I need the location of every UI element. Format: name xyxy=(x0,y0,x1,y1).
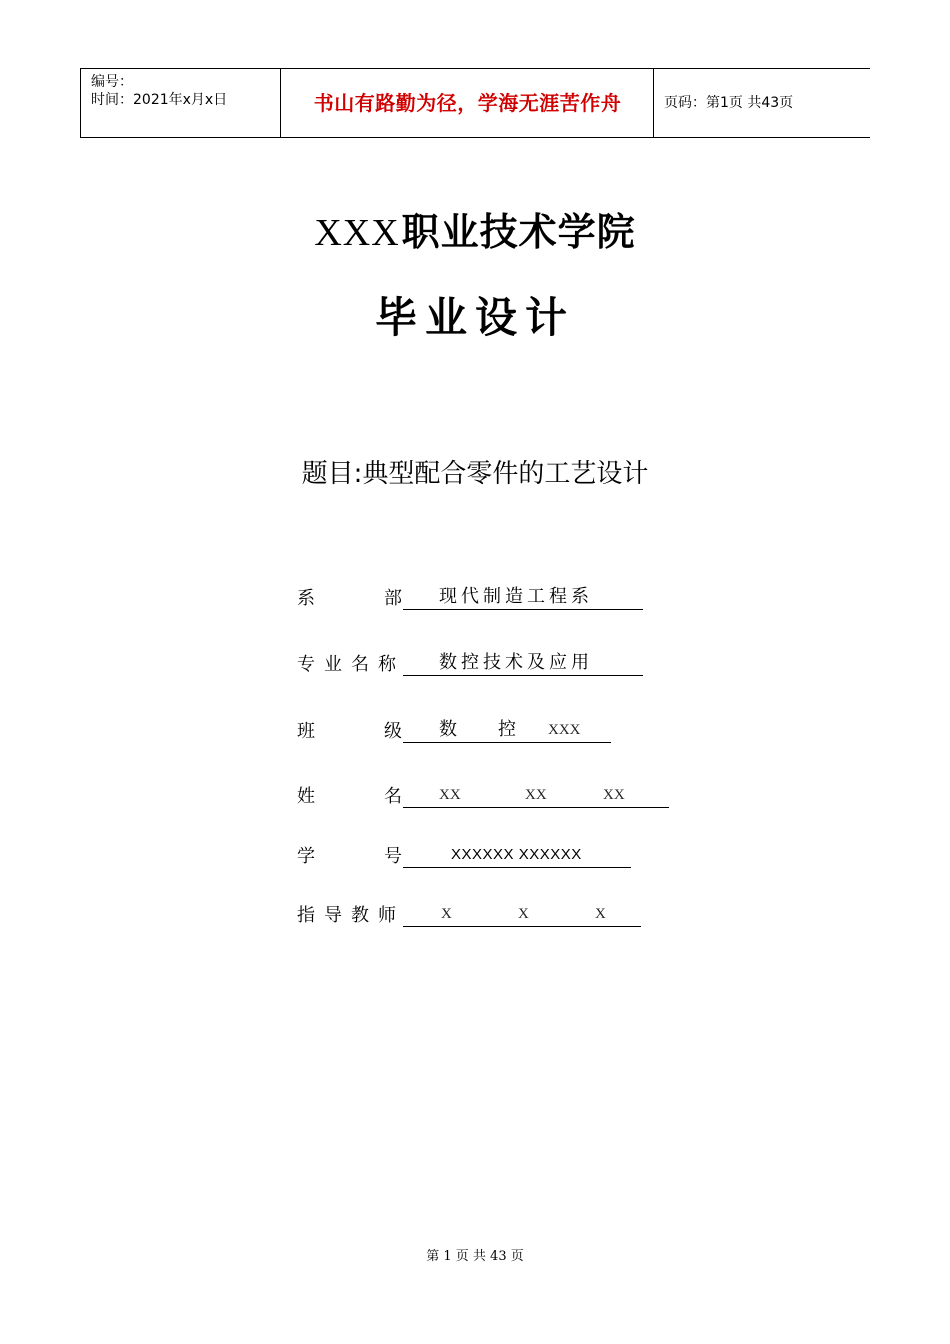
field-student-id-value-text: XXXXXX XXXXXX xyxy=(451,846,582,863)
document-time-label: 时间：2021年x月x日 xyxy=(91,92,228,108)
field-name-value-part-3: XX xyxy=(603,787,625,803)
header-meta-cell xyxy=(80,69,281,137)
field-advisor-value-part-3: X xyxy=(595,906,606,922)
document-number-label: 编号： xyxy=(91,74,133,90)
field-student-id-value xyxy=(403,843,631,868)
field-student-id-label-char-1: 学 xyxy=(297,846,315,867)
field-name-value-part-2: XX xyxy=(525,787,547,803)
field-advisor-value xyxy=(403,902,641,927)
field-name-value-part-1: XX xyxy=(439,787,461,803)
field-name-label-char-2: 名 xyxy=(384,786,402,807)
field-student-id-label xyxy=(297,843,402,871)
document-type-title: 毕业设计 xyxy=(374,293,575,342)
field-department-value-text: 现代制造工程系 xyxy=(439,586,593,607)
field-advisor-value-part-1: X xyxy=(441,906,452,922)
school-prefix: XXX xyxy=(314,212,400,254)
field-department-label xyxy=(297,585,402,613)
field-department-label-char-2: 部 xyxy=(384,588,402,609)
field-department-label-char-1: 系 xyxy=(297,588,315,609)
field-class-label-char-1: 班 xyxy=(297,721,315,742)
field-major-value xyxy=(403,651,643,676)
field-class-value-char-1: 数 xyxy=(439,719,461,740)
field-class-label-char-2: 级 xyxy=(384,721,402,742)
field-name-value xyxy=(403,783,669,808)
school-name: 职业技术学院 xyxy=(401,210,636,254)
field-class-value-char-2: 控 xyxy=(498,719,520,740)
header-motto-cell xyxy=(280,69,654,137)
field-name-label xyxy=(297,783,402,811)
field-name-label-char-1: 姓 xyxy=(297,786,315,807)
field-advisor-value-part-2: X xyxy=(518,906,529,922)
field-advisor-label: 指导教师 xyxy=(297,905,405,926)
field-department-value xyxy=(403,585,643,610)
page-footer: 第 1 页 共 43 页 xyxy=(426,1249,524,1264)
field-student-id-label-char-2: 号 xyxy=(384,846,402,867)
header-page-cell xyxy=(653,69,871,137)
header-motto: 书山有路勤为径，学海无涯苦作舟 xyxy=(313,91,622,115)
field-class-value-code: XXX xyxy=(548,722,581,738)
page-header xyxy=(80,68,870,138)
field-major-label: 专业名称 xyxy=(297,654,405,675)
header-page-info: 页码：第1页 共43页 xyxy=(664,95,794,111)
field-major-value-text: 数控技术及应用 xyxy=(439,652,593,673)
field-class-label xyxy=(297,718,402,746)
thesis-topic: 题目:典型配合零件的工艺设计 xyxy=(301,459,649,489)
field-class-value xyxy=(403,718,611,743)
school-title xyxy=(0,201,950,256)
